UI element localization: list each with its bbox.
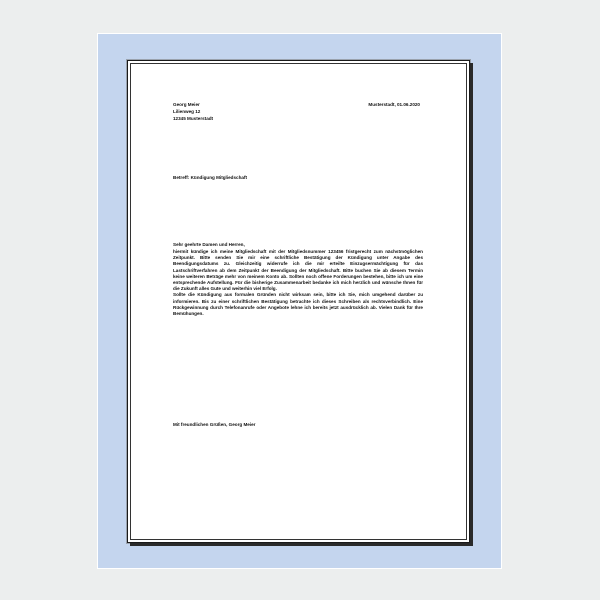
- letter-subject: Betreff: Kündigung Mitgliedschaft: [173, 175, 248, 180]
- sender-name: Georg Meier: [173, 102, 200, 107]
- closing-phrase: Mit freundlichen Grüßen: [173, 422, 227, 427]
- signature-name: Georg Meier: [228, 422, 256, 427]
- sender-address: [173, 102, 213, 124]
- letter-closing: Mit freundlichen Grüßen, Georg Meier: [173, 422, 256, 427]
- letter-body: [173, 249, 423, 317]
- sender-city: 12345 Musterstadt: [173, 116, 214, 122]
- letter-date: Musterstadt, 01.06.2020: [368, 102, 420, 107]
- page-border: [130, 63, 467, 540]
- letter-page: [127, 60, 470, 543]
- letter-salutation: Sehr geehrte Damen und Herren,: [173, 242, 245, 247]
- body-paragraph-2: Sollte die Kündigung aus formalen Gründen nicht wirksam sein, bitte ich Sie, mich umgehend darüber zu informieren. Bis zu einer schriftlichen Bestätigung betrachte ich dieses Schreiben als rechtsverbindlich. Eine Rückgewinnung durch Telefonanrufe oder Angebote lehne ich bereits jetzt ausdrücklich ab. Vielen Dank für Ihre Bemühungen.: [173, 292, 423, 317]
- body-paragraph-1: hiermit kündige ich meine Mitgliedschaft mit der Mitgliedsnummer 123456 fristgerecht zum nächstmöglichen Zeitpunkt. Bitte senden Sie mir eine schriftliche Bestätigung der Kündigung unter Angabe des Beendigungsdatums zu. Gleichzeitig widerrufe ich die mir erteilte Einzugsermächtigung für das Lastschriftverfahren ab dem Zeitpunkt der Beendigung der Mitgliedschaft. Bitte buchen Sie ab diesem Termin keine weiteren Beträge mehr von meinem Konto ab. Sollten noch offene Forderungen bestehen, bitte ich um eine entsprechende Aufstellung. Für die bisherige Zusammenarbeit bedanke ich mich herzlich und wünsche Ihnen für die Zukunft alles Gute und weiterhin viel Erfolg.: [173, 249, 423, 292]
- sender-street: Lilienweg 12: [173, 109, 201, 115]
